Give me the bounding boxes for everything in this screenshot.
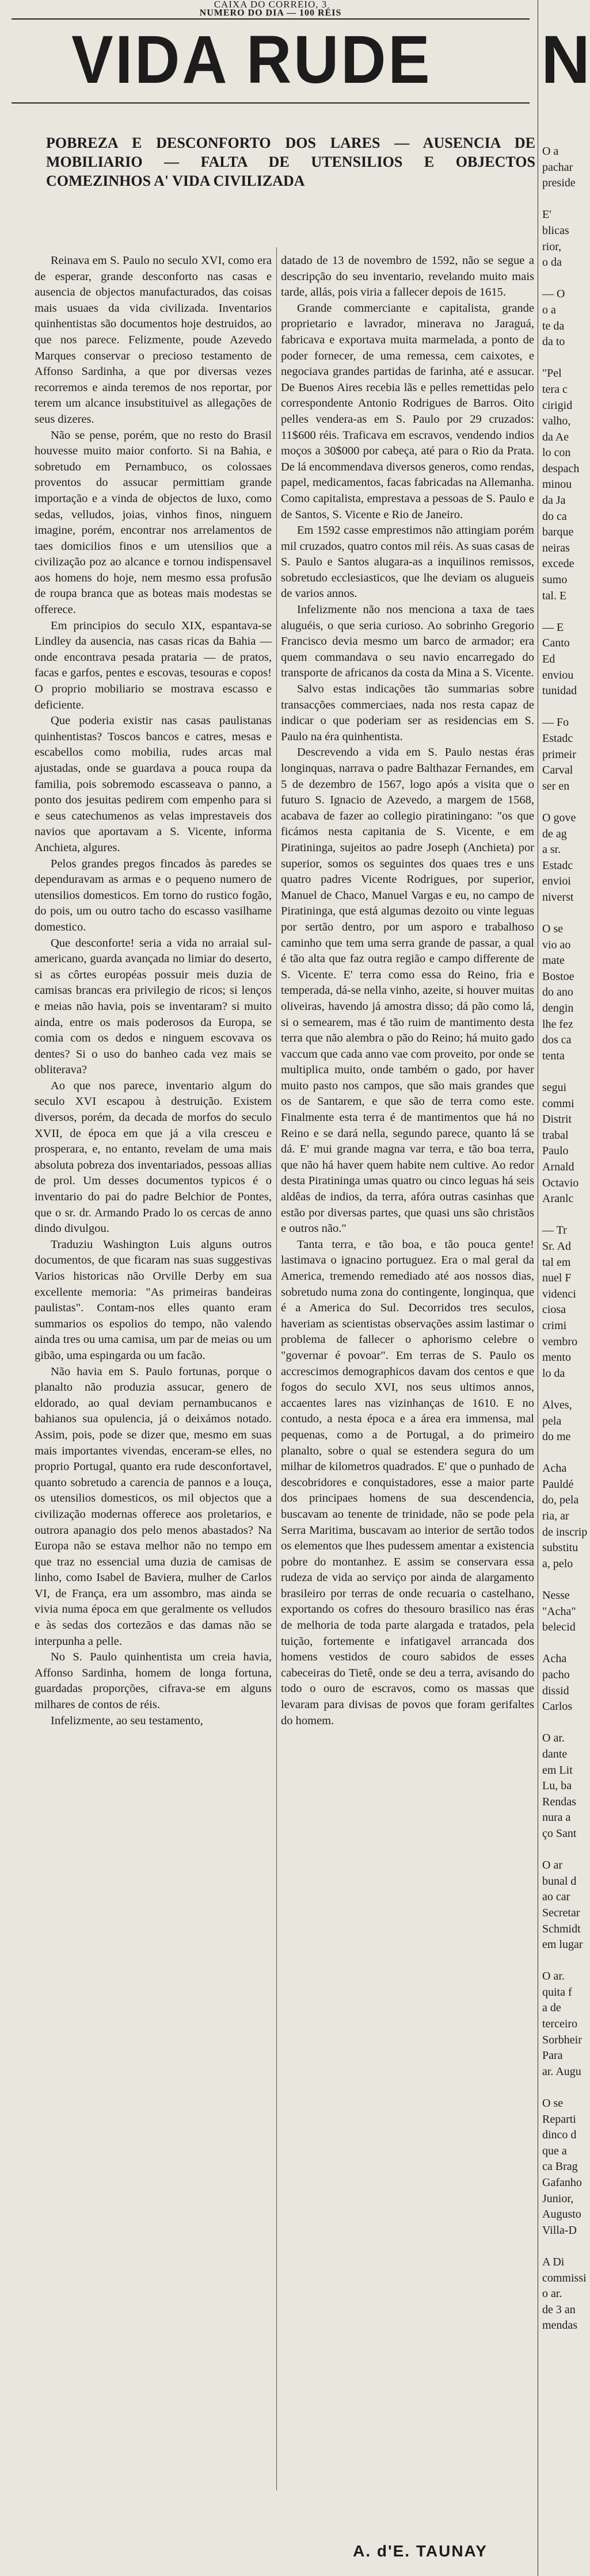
adjacent-text-line: nuel F <box>542 1272 572 1285</box>
adjacent-text-line: lo da <box>542 1367 565 1380</box>
adjacent-text-line <box>542 604 588 620</box>
adjacent-text-line: niverst <box>542 890 574 904</box>
adjacent-text-line: O se <box>542 2097 564 2110</box>
adjacent-text-line: Distrit <box>542 1113 572 1126</box>
adjacent-text-line: O a <box>542 145 559 158</box>
masthead <box>63 0 478 17</box>
top-rule <box>12 18 530 20</box>
adjacent-text-line: despach <box>542 462 580 475</box>
adjacent-text-line: Villa-D <box>542 2223 577 2237</box>
adjacent-text-line: "Pel <box>542 367 562 380</box>
adjacent-text-line: tunidad <box>542 684 577 698</box>
adjacent-text-line: Rendas <box>542 1795 576 1808</box>
adjacent-text-line: nura a <box>542 1811 571 1824</box>
paragraph: Tanta terra, e tão boa, e tão pouca gente! lastimava o ignacino portuguez. Era o mal geral da America, tremendo remediado até aos nossos dias, sobretudo numa zona do contingente, longinqua, que é a America do Sul. Decorridos tres seculos, haveriam as scientistas observações assim lastimar o problema de fallecer o aphorismo celebre o "governar é povoar". Em terras de S. Paulo os accrescimos demographicos davam dos centos e que fogos do seculo XVI, nos seus ultimos annos, accaentes lares nas vizinhanças de 1610. E no contudo, a nesta época e a área era immensa, mal pequenas, como a de Portugal, a do primeiro planalto, sobre o qual se estendera segura do um milhar de kilometros quadrados. E' que o punhado de descobridores e conquistadores, esse a maior parte dos principaes homens de sua descendencia, buscavam ao tenente de trinidade, não se pode pela Serra Maritima, buscavam ao interior de sertão todos os elementos que lhes pudessem amentar a existencia pobre do montanhez. E assim se conservara essa rudeza de vida ao serviço por ainda de alargamento brasileiro por terras de onde recuaria o castelhano, exportando os cofres do thesouro brasilico nas éras de melhoria de toda parte alargada e tratados, pela tuição, fortemente e infatigavel arrancada dos homens vestidos de couro sabidos de esses cabeceiras do Tietê, onde se deu a terra, avisando do todo o ouro de escravos, como os massas que levaram para divisas de povos que foram gerifaltes do homem. <box>281 1238 534 1727</box>
headline: VIDA RUDE <box>71 22 432 98</box>
adjacent-text-line <box>542 1064 588 1080</box>
adjacent-text-line: excede <box>542 557 574 571</box>
adjacent-text-line: dante <box>542 1747 568 1760</box>
adjacent-text-line: mendas <box>542 2319 578 2332</box>
paragraph: Que poderia existir nas casas paulistanas quinhentistas? Toscos bancos e catres, mesas e escabellos como mobilia, rudes arcas mal ajustadas, onde se guardava a pouca roupa da familia, pois sobremodo escasseava o panno, a ponto dos jesuitas pedirem com empenho para si e seus catechumenos as velas imprestaveis dos navios que aportavam a S. Vicente, informa Anchieta, algures. <box>35 714 272 854</box>
adjacent-text-line: o ar. <box>542 2287 562 2301</box>
adjacent-text-line: Aranlc <box>542 1192 574 1205</box>
adjacent-text-line: Canto <box>542 637 570 650</box>
column-divider <box>276 247 277 2490</box>
adjacent-text-line: O ar <box>542 1859 562 1872</box>
adjacent-text-line: crimi <box>542 1319 567 1332</box>
adjacent-text-line: do ca <box>542 510 567 523</box>
adjacent-text-line: quita f <box>542 1985 572 1999</box>
adjacent-text-line: em Lit <box>542 1763 573 1777</box>
adjacent-text-line <box>542 192 588 208</box>
adjacent-text-line <box>542 1572 588 1588</box>
adjacent-text-line: pela <box>542 1414 562 1427</box>
adjacent-text-line: cirigid <box>542 399 573 412</box>
adjacent-text-line: terceiro <box>542 2018 578 2031</box>
adjacent-text-line: bunal d <box>542 1874 577 1888</box>
adjacent-text-line: minou <box>542 478 572 491</box>
adjacent-text-line: da Ae <box>542 430 569 443</box>
adjacent-text-line: Lu, ba <box>542 1779 572 1793</box>
adjacent-text-line <box>542 1445 588 1461</box>
adjacent-text-line: tera c <box>542 382 568 396</box>
adjacent-text-line <box>542 2238 588 2255</box>
adjacent-text-line <box>542 906 588 922</box>
adjacent-text-line: do me <box>542 1430 571 1444</box>
adjacent-text-line: tal em <box>542 1256 571 1269</box>
paragraph: Salvo estas indicações tão summarias sobre transacções commerciaes, nada nos resta capaz de indicar o que poderiam ser as residencias em S. Paulo na éra quinhentista. <box>281 683 534 743</box>
adjacent-text-line: ser en <box>542 779 570 793</box>
adjacent-text-line: o a <box>542 303 556 316</box>
paragraph: Traduziu Washington Luis alguns outros documentos, de que ficaram nas suas suggestivas Varios historicas não Orville Derby em sua excellente memoria: "As primeiras bandeiras paulistas". Contam-nos elles quanto eram summarios os espolios do tempo, não valendo ainda tres ou uma camisa, um par de meias ou um gibão, uma espingarda ou um facão. <box>35 1238 272 1362</box>
adjacent-text-line: preside <box>542 177 576 190</box>
adjacent-text-line: — O <box>542 288 565 301</box>
adjacent-text-line: E' <box>542 208 551 221</box>
adjacent-text-line: do ano <box>542 986 573 999</box>
adjacent-text-line: que a <box>542 2144 567 2157</box>
adjacent-text-line: Paulo <box>542 1145 569 1158</box>
adjacent-text-line: Augusto <box>542 2208 581 2221</box>
paragraph: Pelos grandes pregos fincados às paredes se dependuravam as armas e o pequeno numero de utensilios domesticos. Em torno do rustico fogão, do pois, um ou outro tacho do escasso vasilhame domestico. <box>35 857 272 933</box>
adjacent-text-fragments <box>542 144 588 2334</box>
adjacent-text-line: pacho <box>542 1668 570 1681</box>
adjacent-text-line: vembro <box>542 1335 578 1348</box>
masthead-line-1: CAIXA DO CORREIO, 3 <box>214 0 328 10</box>
adjacent-text-line: tal. E <box>542 589 567 602</box>
adjacent-text-line <box>542 2080 588 2096</box>
adjacent-text-line: Para <box>542 2049 563 2062</box>
adjacent-text-line: envioi <box>542 875 571 888</box>
adjacent-text-line: valho, <box>542 415 571 428</box>
paragraph: Descrevendo a vida em S. Paulo nestas éras longinquas, narrava o padre Balthazar Fernandes, em 5 de dezembro de 1567, logo após a visita que o futuro S. Ignacio de Azevedo, a margem de 1568, acabava de fazer ao collegio piratiningano: "os que ficámos nesta capitania de S. Vicente, e em Piratininga, sujeitos ao padre Joseph (Anchieta) por superior, somos os seguintes dos quaes tres e uns quatro padres Vicente Rodrigues, por superior, Manuel de Chaco, Manuel Vargas e eu, no campo de Piratininga, que está algumas dezoito ou vinte leguas por sertão dentro, por um asporo e trabalhoso caminho que tem uma serra grande de passar, a qual é tão alta que faz outra região e campo differente de S. Vicente. E' terra como essa do Reino, fria e temperada, dá-se nella vinho, azeite, si houver muitas oliveiras, havendo já amostra disso; dá pão como lá, si o semearem, mas é tão ruim de mantimento desta terra que não alembra o pão do Reino; há muito gado vaccum que cada anno vae com proveito, por onde se multiplica muito, onde também o gado, por haver muito pasto nos campos, que são mais grandes que os de Santarem, e que são de terra como este. Finalmente esta terra é de mantimentos que há no Reino e se dará nella, segundo parece, quanto lá se dá. E' mui grande magna var terra, e tão boa terra, que não há haver quem habite nem cultive. Ao redor desta Piratininga umas quatro ou cinco leguas há seis aldêas de indios, da terra, afóra outras casinhas que estão por diversas partes, que quasi uns são christãos e outros não." <box>281 746 534 1235</box>
adjacent-text-line: ao car <box>542 1890 570 1904</box>
article-column-1 <box>35 253 272 1729</box>
adjacent-text-line: blicas <box>542 224 569 237</box>
paragraph: Reinava em S. Paulo no seculo XVI, como era de esperar, grande desconforto nas casas e ausencia de objectos manufacturados, das coisas mais usuaes da vida civilizada. Inventarios quinhentistas são documentos hoje destruidos, ao que nos parece. Felizmente, poude Azevedo Marques conservar o precioso testamento de Affonso Sardinha, a que por diversas vezes recorremos e ainda teremos de nos reportar, por terem um alcance insubstituivel as allegações de seus dizeres. <box>35 254 272 426</box>
adjacent-text-line: Sorbheir <box>542 2033 582 2046</box>
adjacent-text-line: do, pela <box>542 1494 579 1507</box>
adjacent-text-line: — E <box>542 621 564 634</box>
adjacent-text-line: ria, ar <box>542 1510 569 1523</box>
adjacent-text-line: em lugar <box>542 1938 583 1951</box>
adjacent-text-line <box>542 1636 588 1652</box>
adjacent-text-line: O ar. <box>542 1970 565 1983</box>
adjacent-text-line: lo con <box>542 446 571 460</box>
adjacent-text-line: pachar <box>542 160 573 174</box>
paragraph: Infelizmente, ao seu testamento, <box>51 1714 203 1727</box>
adjacent-text-line: Secretar <box>542 1906 580 1919</box>
adjacent-text-line: Carlos <box>542 1700 573 1713</box>
paragraph: Infelizmente não nos menciona a taxa de taes aluguéis, o que seria curioso. Ao sobrinho Gregorio Francisco devia mesmo um barco de armador; era quem commandava o seu navio encarregado do transporte de africanos da costa da Mina a S. Vicente. <box>281 603 534 680</box>
adjacent-text-line: Acha <box>542 1652 567 1666</box>
paragraph: Não havia em S. Paulo fortunas, porque o planalto não produzia assucar, genero de eldorado, ao qual deviam pernambucanos e bahianos sua opulencia, já o deixámos notado. Assim, pois, pode se dizer que, mesmo em suas mais importantes vivendas, enceram-se elles, no proprio Portugal, quanto era rude desconfortavel, quanto sobretudo a carencia de pannos e a louça, os utensilios domesticos, os mil objectos que a civilização modernas offerece aos proletarios, e outrora apanagio dos pelo menos abastados? Na Europa não se estava melhor não no tempo em que traz no essencial uma duzia de camisas de linho, como Isabel de Baviera, mulher de Carlos VI, de França, era um assombro, mas ainda se vivia numa época em que geralmente os velludos e às sedas dos cortezãos e das damas não se interpunha a pelle. <box>35 1365 272 1648</box>
adjacent-text-line: O ar. <box>542 1732 565 1745</box>
adjacent-text-line: lhe fez <box>542 1017 573 1031</box>
adjacent-text-line: dissid <box>542 1684 569 1697</box>
adjacent-text-line: neiras <box>542 541 570 554</box>
adjacent-text-line: a, pelo <box>542 1557 573 1570</box>
adjacent-text-line: A Di <box>542 2255 565 2268</box>
adjacent-text-line: Estadc <box>542 859 573 872</box>
adjacent-text-line: Arnald <box>542 1161 574 1173</box>
adjacent-column-cropped <box>541 0 590 2576</box>
adjacent-text-line: — Fo <box>542 716 569 729</box>
paragraph: Em 1592 casse emprestimos não attingiam porém mil cruzados, quatro contos mil réis. As suas casas de S. Paulo e Santos alugara-as a inquilinos remissos, sobretudo ecclesiasticos, que lhe deviam os alugueis de varios annos. <box>281 524 534 600</box>
adjacent-text-line: da Ja <box>542 494 566 507</box>
adjacent-text-line: ca Brag <box>542 2160 578 2173</box>
adjacent-text-line: da to <box>542 335 565 349</box>
adjacent-text-line: de 3 an <box>542 2303 576 2316</box>
adjacent-text-line <box>542 1381 588 1398</box>
adjacent-text-line: enviou <box>542 668 574 682</box>
adjacent-text-line: dos ca <box>542 1034 572 1047</box>
adjacent-text-line: dinco d <box>542 2129 577 2142</box>
adjacent-text-line: Ed <box>542 653 555 665</box>
adjacent-text-line: Acha <box>542 1462 567 1475</box>
adjacent-text-line: Reparti <box>542 2112 576 2126</box>
adjacent-text-line <box>542 1715 588 1731</box>
paragraph: Que desconforte! seria a vida no arraial sul-americano, guarda avançada no limiar do deserto, si as côrtes européas possuir meis duzia de camisas brancas era privilegio de ricos; si lenços e meias não havia, pois se inventaram? si muito ainda, entre os mais poderosos da Europa, se comia com os dedos e ninguem escovava os dentes? Si o uso do banheo cada vez mais se obliterava? <box>35 936 272 1077</box>
adjacent-text-line: te da <box>542 319 565 332</box>
adjacent-text-line: videnci <box>542 1287 576 1300</box>
adjacent-text-line: ciosa <box>542 1303 566 1316</box>
adjacent-text-line <box>542 794 588 810</box>
adjacent-text-line: trabal <box>542 1128 569 1142</box>
adjacent-text-line: a de <box>542 2001 561 2015</box>
adjacent-text-line: mento <box>542 1351 571 1364</box>
adjacent-text-line <box>542 1842 588 1858</box>
adjacent-text-line <box>542 271 588 287</box>
adjacent-headline-fragment: N <box>541 22 590 98</box>
adjacent-text-line: Gafanho <box>542 2176 582 2189</box>
adjacent-text-line: dengin <box>542 1002 574 1015</box>
adjacent-text-line: o da <box>542 256 562 269</box>
adjacent-text-line: belecid <box>542 1621 576 1634</box>
adjacent-text-line: barque <box>542 526 574 539</box>
adjacent-text-line: sumo <box>542 573 568 587</box>
adjacent-text-line: ar. Augu <box>542 2065 581 2078</box>
paragraph: Em principios do seculo XIX, espantava-se Lindley da ausencia, nas casas ricas da Bahia — onde encontrava pesada prataria — de pratos, facas e garfos, pentes e escovas, tesouras e copos! O proprio mobiliario se mostrava escasso e deficiente. <box>35 619 272 711</box>
paragraph: Não se pense, porém, que no resto do Brasil houvesse muito maior conforto. Si na Bahia, e sobretudo em Pernambuco, os colossaes proventos do assucar permittiam grande importação e a vinda de objectos de luxo, como sedas, velludos, joias, vinhos finos, ninguem imagine, porém, encontrar nos arrelamentos de taes domicilios finos e um utensilios que a civilização poz ao alcance e tornou indispensavel aos homens do hoje, nem mesmo essa profusão de roupa branca que as boteas mais modestas se offerece. <box>35 428 272 617</box>
adjacent-text-line: O gove <box>542 811 576 824</box>
adjacent-text-line <box>542 1953 588 1969</box>
adjacent-text-line: Nesse <box>542 1589 570 1602</box>
adjacent-text-line: mate <box>542 954 565 967</box>
adjacent-text-line: a sr. <box>542 843 561 856</box>
paragraph: Grande commerciante e capitalista, grande proprietario e lavrador, minerava no Jaraguá, fabricava e exportava muita marmelada, a ponto de poder fornecer, de uma remessa, cem caixotes, e negociava grandes partidas de farinha, até e assucar. De Buenos Aires recebia lãs e pelles remettidas pelo correspondente Antonio Rodrigues de Barros. Oito pelles vendera-as em S. Paulo por 29 cruzados: 11$600 réis. Traficava em escravos, vendendo indios moços a 30$000 por cabeça, até para o Rio da Prata. De lá encommendava diversos generos, como rendas, papel, medicamentos, facas fabricadas na Allemanha. Como capitalista, emprestava a pessoas de S. Paulo e de Santos, S. Vicente e Rio de Janeiro. <box>281 301 534 521</box>
adjacent-text-line: substitu <box>542 1541 578 1555</box>
adjacent-text-line: de inscrip <box>542 1525 588 1538</box>
headline-rule <box>12 102 530 104</box>
adjacent-text-line: primeir <box>542 748 576 761</box>
adjacent-text-line <box>542 699 588 715</box>
paragraph: Ao que nos parece, inventario algum do seculo XVI escapou à destruição. Existem diversos, porém, da decada de morfos do seculo XVII, de época em que já a vila cresceu e prosperara, e, no entanto, revelam de uma mais absoluta pobreza dos inventariados, pessoas allias de prol. Um desses documentos typicos é o inventario do pai do padre Belchior de Pontes, que o sr. dr. Armando Prado lo os cercas de anno dindo divulgou. <box>35 1079 272 1235</box>
masthead-line-2: NUMERO DO DIA — 100 RÉIS <box>199 8 342 18</box>
paragraph: datado de 13 de novembro de 1592, não se segue a descripção do seu inventario, revelando muito mais tarde, allás, pois viria a fallecer depois de 1615. <box>281 254 534 299</box>
adjacent-text-line: Sr. Ad <box>542 1239 572 1253</box>
article-column-2 <box>281 253 534 1729</box>
adjacent-text-line: commissi <box>542 2271 587 2284</box>
adjacent-text-line: segui <box>542 1081 567 1094</box>
adjacent-text-line: Schmidt <box>542 1922 581 1935</box>
adjacent-text-line: Junior, <box>542 2192 574 2205</box>
adjacent-text-line: Octavio <box>542 1176 579 1189</box>
adjacent-text-line <box>542 350 588 366</box>
adjacent-text-line: tenta <box>542 1049 565 1062</box>
adjacent-text-line: Estadc <box>542 732 573 745</box>
adjacent-text-line: Carval <box>542 764 573 777</box>
adjacent-text-line: vio ao <box>542 938 571 951</box>
adjacent-text-line: Alves, <box>542 1398 572 1411</box>
adjacent-text-line: O se <box>542 923 564 936</box>
adjacent-text-line: Bostoe <box>542 970 574 983</box>
adjacent-text-line: de ag <box>542 827 567 840</box>
adjacent-text-line: — Tr <box>542 1224 567 1237</box>
author-signature: A. d'E. TAUNAY <box>353 2542 488 2560</box>
subtitle: POBREZA E DESCONFORTO DOS LARES — AUSENCIA DE MOBILIARIO — FALTA DE UTENSILIOS E OBJECTOS COMEZINHOS A' VIDA CIVILIZADA <box>46 135 535 189</box>
adjacent-text-line: ço Sant <box>542 1827 577 1840</box>
adjacent-text-line <box>542 1207 588 1223</box>
adjacent-text-line: commi <box>542 1097 574 1110</box>
paragraph: No S. Paulo quinhentista um creia havia, Affonso Sardinha, homem de longa fortuna, guardadas proporções, cifrava-se em alguns milhares de contos de réis. <box>35 1651 272 1712</box>
adjacent-text-line: rior, <box>542 240 562 253</box>
adjacent-text-line: Pauldé <box>542 1478 574 1491</box>
adjacent-text-line: "Acha" <box>542 1605 576 1618</box>
